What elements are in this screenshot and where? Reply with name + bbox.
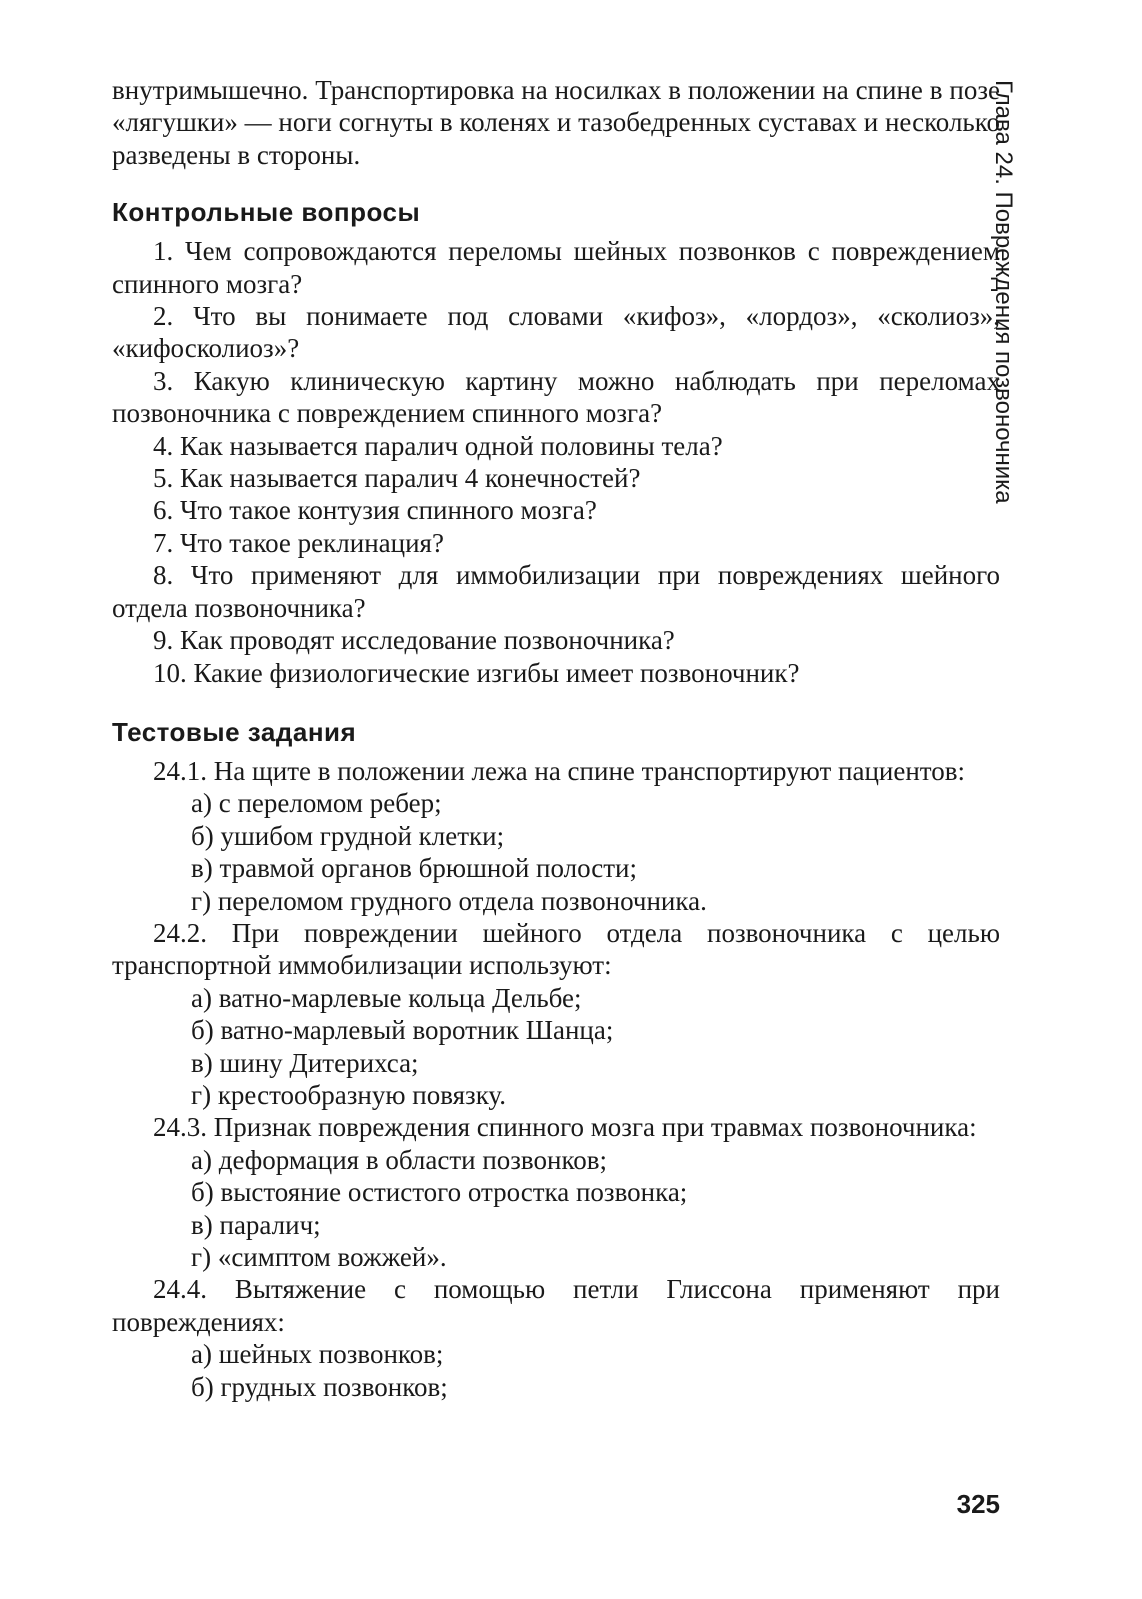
test-option: г) переломом грудного отдела позвоночника. — [191, 885, 707, 916]
control-question: 10. Какие физиологические изгибы имеет позвоночник? — [153, 657, 800, 688]
test-tasks-heading: Тестовые задания — [112, 716, 357, 747]
test-option: б) ватно-марлевый воротник Шанца; — [191, 1015, 614, 1046]
test-option: а) шейных позвонков; — [191, 1339, 444, 1370]
test-option: г) «симптом вожжей». — [191, 1242, 447, 1272]
control-question: 3. Какую клиническую картину можно наблюдать при переломах позвоночника с повреждением спинного мозга? — [112, 365, 1000, 429]
test-option: б) выстояние остистого отростка позвонка; — [191, 1177, 688, 1208]
control-question: 9. Как проводят исследование позвоночника? — [153, 625, 675, 656]
control-question: 5. Как называется паралич 4 конечностей? — [153, 463, 641, 494]
test-option: а) деформация в области позвонков; — [191, 1144, 607, 1175]
test-option: б) ушибом грудной клетки; — [191, 820, 505, 851]
control-question: 8. Что применяют для иммобилизации при повреждениях шейного отдела позвоночника? — [112, 560, 1000, 623]
control-question: 1. Чем сопровождаются переломы шейных позвонков с повреждением спинного мозга? — [112, 236, 1000, 299]
test-option: в) травмой органов брюшной полости; — [191, 853, 638, 884]
control-question: 6. Что такое контузия спинного мозга? — [153, 495, 597, 526]
chapter-running-header: Глава 24. Повреждения позвоночника — [990, 80, 1017, 504]
control-question: 2. Что вы понимаете под словами «кифоз», «лордоз», «сколиоз», «кифосколиоз»? — [112, 301, 1000, 364]
test-option: а) ватно-марлевые кольца Дельбе; — [191, 982, 582, 1013]
test-option: г) крестообразную повязку. — [191, 1079, 506, 1110]
test-question: 24.2. При повреждении шейного отдела позвоночника с целью транспортной иммобилизации используют: — [112, 917, 1000, 981]
test-question: 24.4. Вытяжение с помощью петли Глиссона применяют при повреждениях: — [112, 1274, 1000, 1337]
test-option: в) паралич; — [191, 1209, 321, 1240]
test-question: 24.1. На щите в положении лежа на спине транспортируют пациентов: — [153, 755, 965, 786]
control-question: 4. Как называется паралич одной половины тела? — [153, 430, 723, 461]
test-option: в) шину Дитерихса; — [191, 1047, 419, 1078]
test-option: а) с переломом ребер; — [191, 788, 442, 819]
control-question: 7. Что такое реклинация? — [153, 527, 444, 558]
control-questions-heading: Контрольные вопросы — [112, 197, 421, 228]
intro-paragraph: внутримышечно. Транспортировка на носилках в положении на спине в позе «лягушки» — ноги согнуты в коленях и тазобедренных суставах и несколько разведены в стороны. — [112, 75, 1000, 170]
test-option: б) грудных позвонков; — [191, 1371, 448, 1402]
page-number: 325 — [956, 1489, 1000, 1519]
page-body — [112, 74, 1000, 1403]
test-question: 24.3. Признак повреждения спинного мозга при травмах позвоночника: — [153, 1112, 977, 1143]
